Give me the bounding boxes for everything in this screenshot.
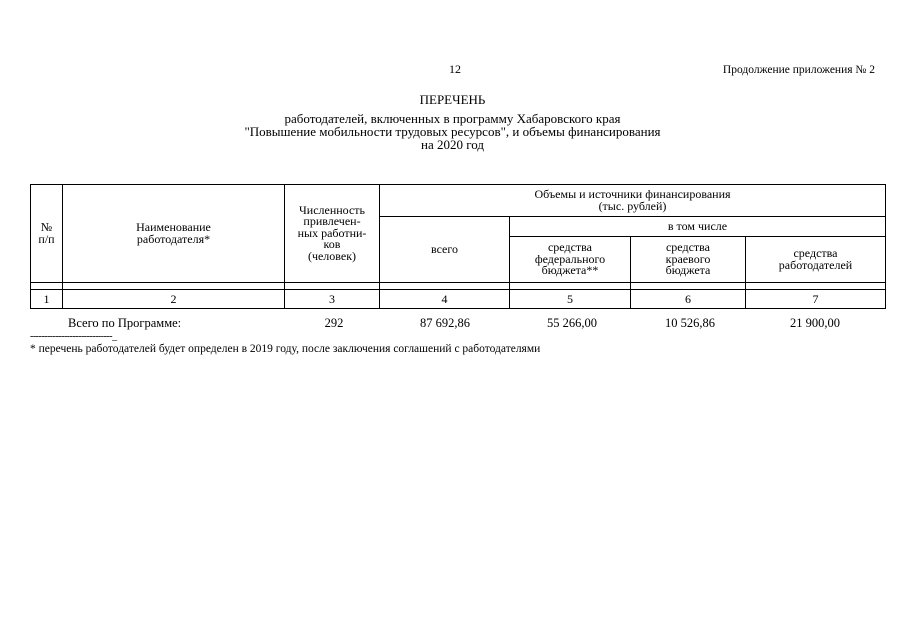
totals-regional-budget: 10 526,86 bbox=[665, 316, 715, 330]
totals-federal-budget: 55 266,00 bbox=[547, 316, 597, 330]
subtitle-line-3: на 2020 год bbox=[421, 137, 484, 152]
subtitle-line-1: работодателей, включенных в программу Хабаровского края bbox=[284, 111, 621, 126]
header-employer-name: Наименование работодателя* bbox=[63, 185, 285, 283]
header-total: всего bbox=[380, 217, 510, 283]
subtitle-line-2: "Повышение мобильности трудовых ресурсов", и объемы финансирования bbox=[244, 124, 661, 139]
header-num: № п/п bbox=[31, 185, 63, 283]
column-number: 1 bbox=[31, 290, 63, 309]
column-number-row bbox=[31, 290, 886, 309]
page-number: 12 bbox=[449, 62, 461, 76]
header-funding: Объемы и источники финансирования (тыс. рублей) bbox=[380, 185, 886, 217]
column-number: 5 bbox=[510, 290, 631, 309]
header-regional-budget: средства краевого бюджета bbox=[631, 237, 746, 283]
totals-funding-total: 87 692,86 bbox=[420, 316, 470, 330]
column-number: 3 bbox=[285, 290, 380, 309]
footnote-separator: -----------------------------_ bbox=[30, 331, 117, 342]
continuation-label: Продолжение приложения № 2 bbox=[722, 64, 875, 76]
totals-worker-count: 292 bbox=[324, 316, 344, 330]
header-employer-funds: средства работодателей bbox=[746, 237, 886, 283]
header-including: в том числе bbox=[510, 217, 886, 237]
header-worker-count: Численность привлечен- ных работни- ков (человек) bbox=[285, 185, 380, 283]
column-number: 2 bbox=[63, 290, 285, 309]
column-number: 6 bbox=[631, 290, 746, 309]
footnote: * перечень работодателей будет определен в 2019 году, после заключения соглашений с работодателями bbox=[30, 343, 541, 355]
header-federal-budget: средства федерального бюджета** bbox=[510, 237, 631, 283]
totals-label: Всего по Программе: bbox=[68, 316, 182, 330]
totals-employer-funds: 21 900,00 bbox=[790, 316, 840, 330]
column-number: 4 bbox=[380, 290, 510, 309]
document-title: ПЕРЕЧЕНЬ bbox=[419, 92, 486, 107]
column-number: 7 bbox=[746, 290, 886, 309]
employers-table bbox=[30, 184, 886, 309]
